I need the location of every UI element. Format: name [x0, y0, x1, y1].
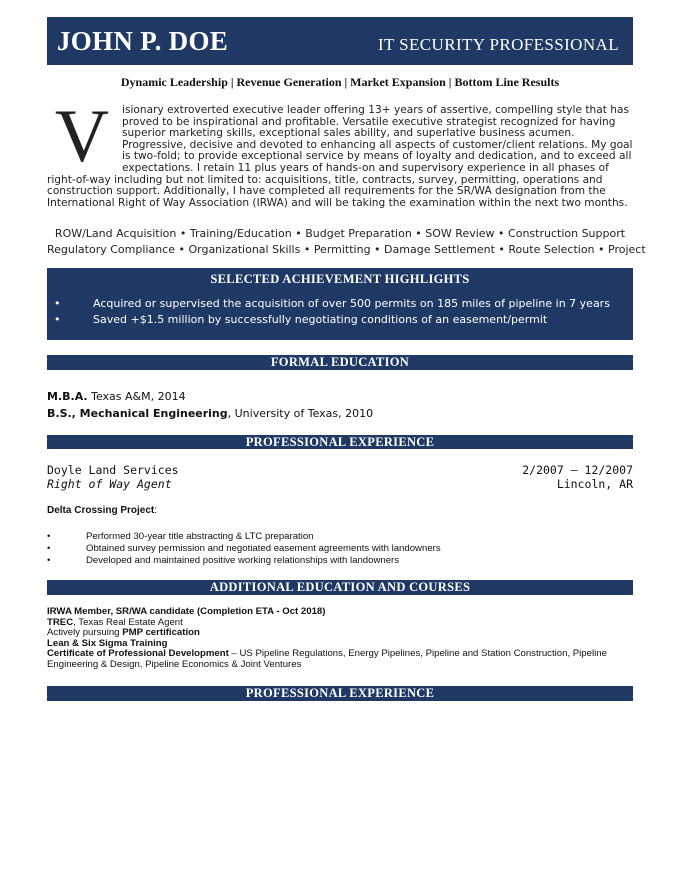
- achievement-item: [47, 296, 633, 312]
- additional-education-heading: ADDITIONAL EDUCATION AND COURSES: [47, 580, 633, 595]
- achievement-text: Acquired or supervised the acquisition of over 500 permits on 185 miles of pipeline in 7 years: [93, 297, 610, 310]
- job-header: [47, 463, 633, 478]
- bullet-icon: •: [54, 312, 61, 326]
- project-colon: :: [154, 505, 158, 516]
- summary-text: isionary extroverted executive leader offering 13+ years of assertive, compelling style that has proved to be inspirational and profitable. Versatile executive strategist recognized for having superior marketing skills, exceptional sales ability, and superlative business acumen. Progressive, decisive and devoted to enhancing all aspects of customer/client relations. My goal is two-fold; to provide exceptional service by means of loyalty and dedication, and to exceed all expectations. I retain 11 plus years of hands-on and supervisory experience in all phases of right-of-way including but not limited to: acquisitions, title, contracts, survey, permitting, operations and construction support. Additionally, I have completed all requirements for the SR/WA designation from the International Right of Way Association (IRWA) and will be taking the examination within the next two months.: [47, 104, 633, 209]
- education-entry: [47, 406, 373, 423]
- skills-line: Regulatory Compliance • Organizational Skills • Permitting • Damage Settlement • Route Selection • Project: [47, 243, 646, 256]
- duty-item: [47, 531, 633, 543]
- education-entry: [47, 389, 373, 406]
- bullet-icon: •: [47, 543, 51, 554]
- bullet-icon: •: [47, 555, 51, 566]
- duty-text: Obtained survey permission and negotiated easement agreements with landowners: [86, 543, 441, 554]
- duty-item: [47, 555, 633, 567]
- bullet-icon: •: [54, 297, 61, 310]
- certificate-detail: – US Pipeline Regulations, Energy Pipelines, Pipeline and Station Construction, Pipeline Engineering & Design, Pipeline Economics & Joint Ventures: [47, 648, 607, 670]
- achievements-list: [47, 296, 633, 327]
- pmp-label: PMP certification: [122, 627, 200, 639]
- additional-education-list: [47, 607, 633, 671]
- experience-heading-2: PROFESSIONAL EXPERIENCE: [47, 686, 633, 701]
- bullet-icon: •: [47, 531, 51, 542]
- degree: B.S., Mechanical Engineering: [47, 406, 228, 420]
- resume-header: [47, 17, 633, 65]
- experience-heading: PROFESSIONAL EXPERIENCE: [47, 435, 633, 449]
- degree-detail: Texas A&M, 2014: [87, 390, 186, 403]
- duty-text: Developed and maintained positive working relationships with landowners: [86, 555, 400, 566]
- additional-line: [47, 649, 633, 670]
- duty-text: Performed 30-year title abstracting & LTC preparation: [86, 531, 314, 542]
- degree: M.B.A.: [47, 390, 88, 403]
- pmp-prefix: Actively pursuing: [47, 627, 123, 639]
- candidate-title: IT SECURITY PROFESSIONAL: [377, 35, 619, 54]
- education-heading: FORMAL EDUCATION: [47, 355, 633, 370]
- achievements-heading: SELECTED ACHIEVEMENT HIGHLIGHTS: [210, 272, 470, 286]
- summary-paragraph: [47, 95, 633, 209]
- company-name: Doyle Land Services: [47, 463, 179, 477]
- skills-list: [47, 226, 646, 258]
- job-role: Right of Way Agent: [47, 477, 172, 491]
- trec-detail: , Texas Real Estate Agent: [73, 616, 183, 628]
- lean-six-sigma: Lean & Six Sigma Training: [47, 637, 168, 649]
- achievements-section: [47, 268, 633, 340]
- duties-list: [47, 531, 633, 567]
- summary-dropcap: V: [54, 95, 110, 178]
- certificate-label: Certificate of Professional Development: [47, 648, 229, 660]
- degree-detail: , University of Texas, 2010: [227, 406, 374, 420]
- job-subheader: [47, 477, 633, 492]
- candidate-name: JOHN P. DOE: [57, 26, 229, 56]
- trec-label: TREC: [47, 616, 74, 628]
- achievement-text: Saved +$1.5 million by successfully negotiating conditions of an easement/permit: [93, 312, 548, 326]
- irwa-membership: IRWA Member, SR/WA candidate (Completion ETA - Oct 2018): [47, 606, 326, 617]
- project-name: Delta Crossing Project: [47, 505, 155, 516]
- duty-item: [47, 543, 633, 555]
- job-location: Lincoln, AR: [556, 477, 633, 491]
- education-list: [47, 389, 373, 422]
- achievement-item: [47, 312, 633, 328]
- tagline: Dynamic Leadership | Revenue Generation | Market Expansion | Bottom Line Results: [120, 75, 560, 89]
- skills-line: ROW/Land Acquisition • Training/Education • Budget Preparation • SOW Review • Construction Support: [54, 227, 626, 240]
- job-dates: 2/2007 – 12/2007: [522, 463, 633, 477]
- project-label: [47, 505, 157, 516]
